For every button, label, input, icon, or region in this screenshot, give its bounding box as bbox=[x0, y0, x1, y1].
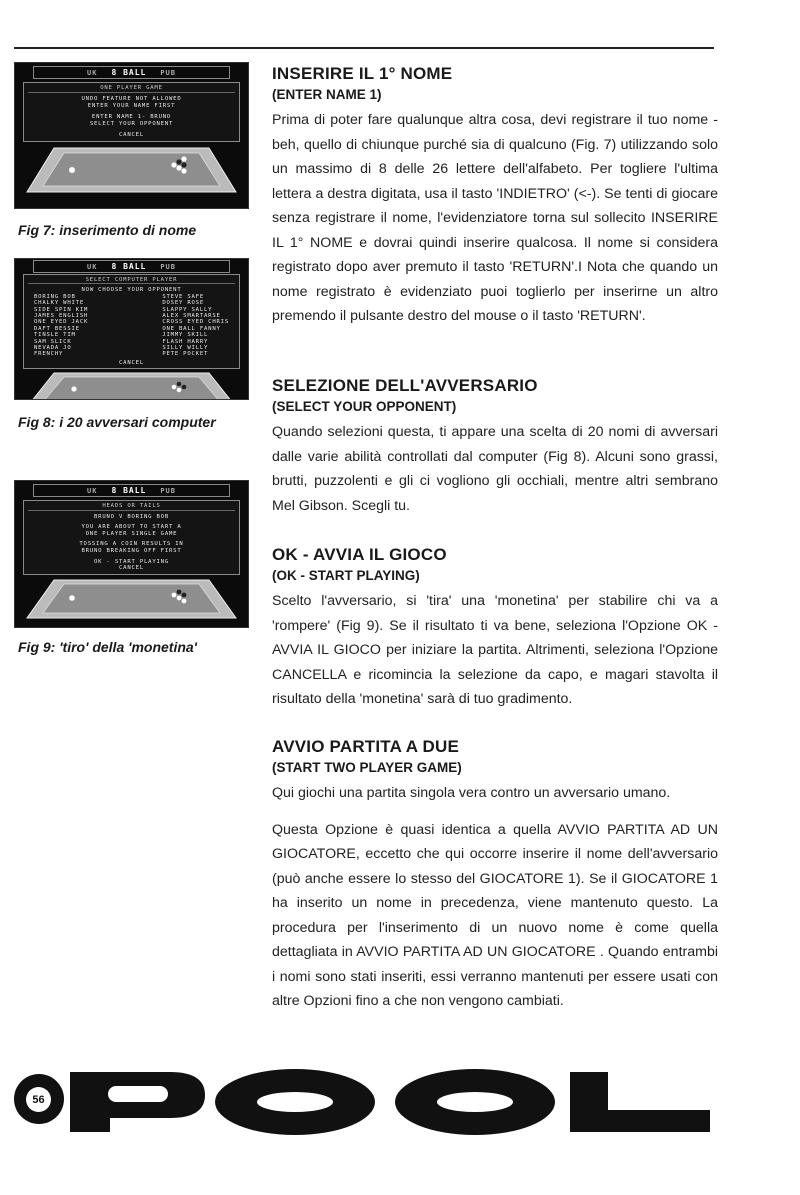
opponent-name: NEVADA JO bbox=[34, 345, 72, 352]
bar-right: PUB bbox=[160, 262, 176, 271]
bar-mid: 8 BALL bbox=[111, 262, 147, 271]
pool-table-icon bbox=[24, 371, 239, 400]
opponent-name: DAFT BESSIE bbox=[34, 325, 80, 332]
opponent-name: CHALKY WHITE bbox=[34, 300, 85, 307]
game-title-bar bbox=[33, 66, 230, 79]
bar-right: PUB bbox=[160, 486, 176, 495]
figure-9-caption: Fig 9: 'tiro' della 'monetina' bbox=[18, 639, 197, 655]
section-title: OK - AVVIA IL GIOCO bbox=[272, 545, 447, 564]
menu-line: ONE PLAYER SINGLE GAME bbox=[85, 530, 178, 537]
bar-left: UK bbox=[87, 68, 98, 77]
opponent-name: BORING BOB bbox=[34, 293, 76, 300]
game-title-bar bbox=[33, 484, 230, 497]
section-subtitle: (ENTER NAME 1) bbox=[272, 87, 382, 102]
section-subtitle: (START TWO PLAYER GAME) bbox=[272, 760, 462, 775]
opponent-name: SAM SLICK bbox=[34, 338, 72, 345]
panel-header: HEADS OR TAILS bbox=[28, 503, 235, 511]
opponent-name: PETE POCKET bbox=[162, 351, 209, 358]
bar-right: PUB bbox=[160, 68, 176, 77]
section-paragraph: Scelto l'avversario, si 'tira' una 'monetina' per stabilire chi va a 'rompere' (Fig 9). Se il risultato ti va bene, seleziona l'Opzione OK - AVVIA IL GIOCO per iniziare la partita. Altrimenti, seleziona l'Opzione CANCELLA e ricomincia la selezione da capo, e magari stavolta il risultato della 'monetina' sarà di tuo gradimento. bbox=[272, 593, 718, 707]
page-number-badge bbox=[14, 1074, 64, 1124]
opponent-name: SLAPPY SALLY bbox=[162, 306, 213, 313]
opponent-name: TINSLE TIM bbox=[34, 332, 76, 339]
opponent-list bbox=[28, 294, 235, 358]
section-title: SELEZIONE DELL'AVVERSARIO bbox=[272, 376, 538, 395]
opponent-name: FRENCHY bbox=[34, 351, 64, 358]
panel-header: ONE PLAYER GAME bbox=[28, 85, 235, 93]
pool-logo bbox=[70, 1060, 720, 1142]
pool-table-icon bbox=[24, 144, 239, 196]
menu-panel bbox=[23, 82, 240, 142]
panel-header: SELECT COMPUTER PLAYER bbox=[28, 277, 235, 284]
menu-panel bbox=[23, 274, 240, 369]
section-paragraph: Prima di poter fare qualunque altra cosa, devi registrare il tuo nome - beh, quello di chiunque purché sia di qualcuno (Fig. 7) utilizzando solo un massimo di 8 delle 26 lettere dell'alfabeto. Per togliere l'ultima lettera a destra digitata, usa il tasto 'INDIETRO' (<-). Se tenti di giocare senza registrare il nome, l'evidenziatore torna sul sollecito INSERIRE IL 1° NOME e dovrai quindi inserire qualcosa. Il nome si considera registrato dopo aver premuto il tasto 'RETURN'.I Nota che quando un nome registrato è evidenziato puoi toglierlo per inserirne un altro premendo il pulsante destro del mouse o il tasto 'RETURN'. bbox=[272, 112, 718, 324]
opponent-name: JAMES ENGLISH bbox=[34, 313, 89, 320]
opponent-name: STEVE SAFE bbox=[162, 293, 204, 300]
figure-8-caption: Fig 8: i 20 avversari computer bbox=[18, 414, 216, 430]
section-enter-name bbox=[272, 64, 718, 329]
panel-subheader: NOW CHOOSE YOUR OPPONENT bbox=[81, 287, 182, 294]
menu-line: CANCEL bbox=[118, 132, 144, 138]
menu-line: UNDO FEATURE NOT ALLOWED bbox=[81, 96, 182, 102]
figure-7-screenshot bbox=[14, 62, 249, 209]
opponent-name: DOSEY ROSE bbox=[162, 300, 204, 307]
cancel-option: CANCEL bbox=[118, 359, 144, 366]
menu-line: ENTER YOUR NAME FIRST bbox=[87, 103, 176, 109]
section-paragraph: Quando selezioni questa, ti appare una scelta di 20 nomi di avversari dalle varie abilità controllati dal computer (Fig 8). Alcuni sono grassi, brutti, puzzolenti e gli ci vogliono gli occhiali, mentre altri sembrano Mel Gibson. Scegli tu. bbox=[272, 424, 718, 514]
game-title-bar bbox=[33, 260, 230, 273]
bar-left: UK bbox=[87, 262, 98, 271]
section-paragraph: Questa Opzione è quasi identica a quella AVVIO PARTITA AD UN GIOCATORE, eccetto che qui occorre inserire il nome dell'avversario (può anche essere lo stesso del GIOCATORE 1). Se il GIOCATORE 1 ha inserito un nome in precedenza, viene mantenuto questo. La procedura per l'inserimento di un nuovo nome è come quella dettagliata in AVVIO PARTITA AD UN GIOCATORE . Quando entrambi i nomi sono stati inseriti, essi verranno mantenuti per essere usati con altre Opzioni fino a che non vengono cambiati. bbox=[272, 821, 718, 1009]
menu-line: ENTER NAME 1- BRUNO bbox=[91, 114, 172, 120]
opponent-name: ALEX SMARTARSE bbox=[162, 313, 221, 320]
menu-line: SELECT YOUR OPPONENT bbox=[89, 121, 174, 127]
menu-line: OK - START PLAYING bbox=[93, 558, 170, 565]
figure-9-screenshot bbox=[14, 480, 249, 628]
section-select-opponent bbox=[272, 376, 718, 518]
opponent-column-right bbox=[162, 294, 229, 358]
figure-7-caption: Fig 7: inserimento di nome bbox=[18, 222, 197, 238]
opponent-name: SILLY WILLY bbox=[162, 345, 209, 352]
pool-table-icon bbox=[24, 577, 239, 621]
opponent-column-left bbox=[34, 294, 88, 358]
bar-mid: 8 BALL bbox=[111, 486, 147, 495]
page-number: 56 bbox=[26, 1087, 51, 1112]
menu-line: CANCEL bbox=[118, 565, 144, 572]
menu-line: TOSSING A COIN RESULTS IN bbox=[79, 541, 184, 548]
section-title: AVVIO PARTITA A DUE bbox=[272, 737, 460, 756]
opponent-name: ONE BALL FANNY bbox=[162, 325, 221, 332]
figure-8-screenshot bbox=[14, 258, 249, 400]
section-start-playing bbox=[272, 545, 718, 712]
bar-left: UK bbox=[87, 486, 98, 495]
top-rule bbox=[14, 47, 714, 49]
section-title: INSERIRE IL 1° NOME bbox=[272, 64, 453, 83]
section-subtitle: (SELECT YOUR OPPONENT) bbox=[272, 399, 457, 414]
opponent-name: FLASH HARRY bbox=[162, 338, 209, 345]
section-paragraph: Qui giochi una partita singola vera contro un avversario umano. bbox=[272, 785, 671, 801]
section-subtitle: (OK - START PLAYING) bbox=[272, 568, 420, 583]
menu-line: YOU ARE ABOUT TO START A bbox=[81, 524, 182, 531]
opponent-name: JIMMY SKILL bbox=[162, 332, 209, 339]
opponent-name: ONE EYED JACK bbox=[34, 319, 89, 326]
opponent-name: SIDE SPIN KIM bbox=[34, 306, 89, 313]
menu-panel bbox=[23, 500, 240, 575]
opponent-name: CROSS EYED CHRIS bbox=[162, 319, 229, 326]
bar-mid: 8 BALL bbox=[111, 68, 147, 77]
section-two-player bbox=[272, 737, 718, 1014]
menu-line: BRUNO BREAKING OFF FIRST bbox=[81, 547, 182, 554]
menu-line: BRUNO V BORING BOB bbox=[93, 513, 170, 520]
